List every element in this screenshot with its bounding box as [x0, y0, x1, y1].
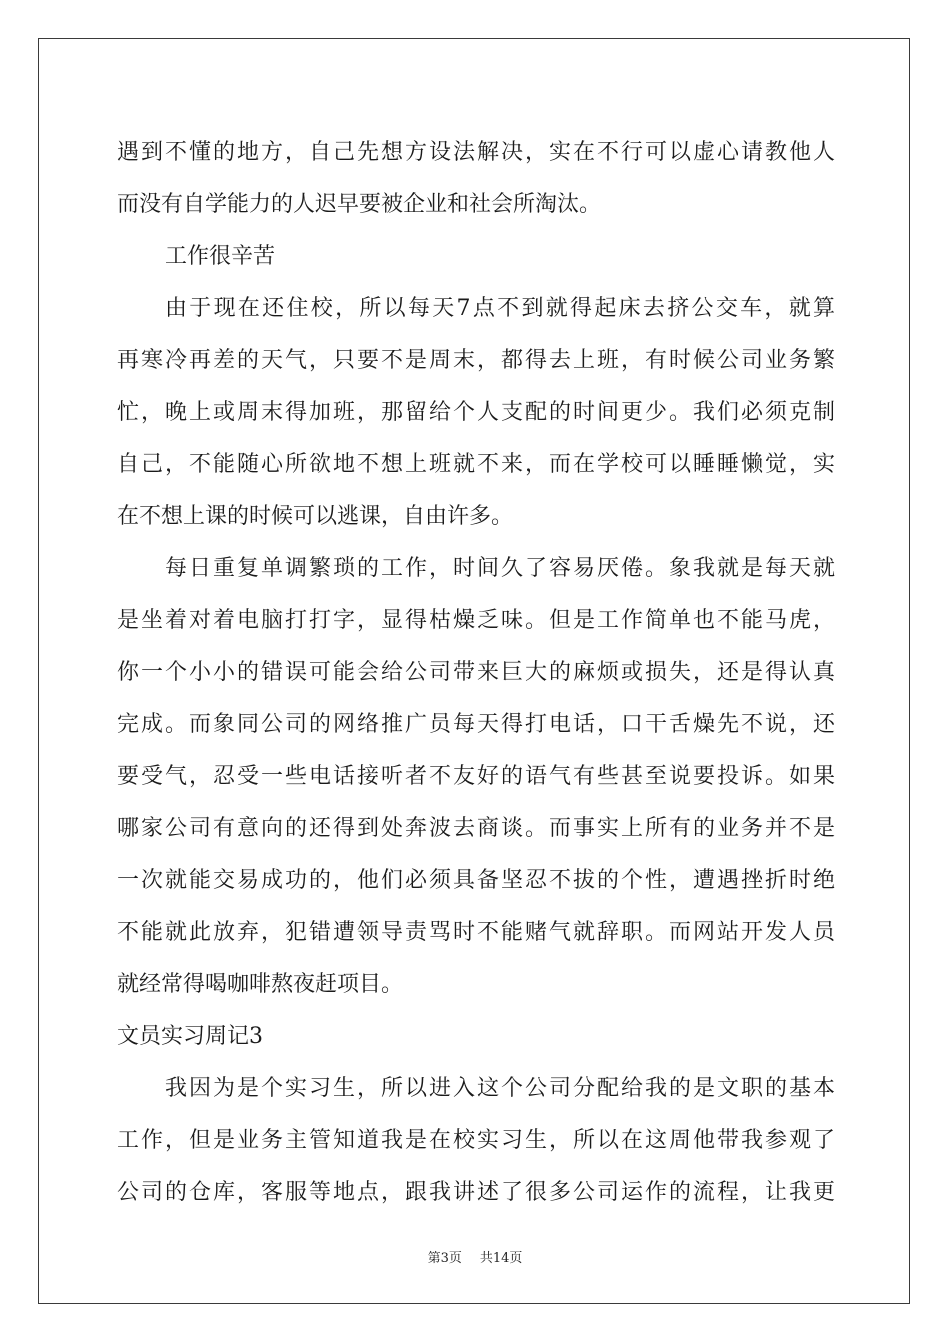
text-line: 工作，但是业务主管知道我是在校实习生，所以在这周他带我参观了 — [117, 1128, 835, 1153]
text-line: 哪家公司有意向的还得到处奔波去商谈。而事实上所有的业务并不是 — [117, 816, 835, 841]
text-line: 工作很辛苦 — [165, 244, 276, 269]
text-line: 自己，不能随心所欲地不想上班就不来，而在学校可以睡睡懒觉，实 — [117, 452, 835, 477]
text-line: 忙，晚上或周末得加班，那留给个人支配的时间更少。我们必须克制 — [117, 400, 835, 425]
text-line: 就经常得喝咖啡熬夜赶项目。 — [117, 972, 404, 997]
text-line: 每日重复单调繁琐的工作，时间久了容易厌倦。象我就是每天就 — [165, 556, 835, 581]
page-footer — [0, 1247, 950, 1266]
text-line: 而没有自学能力的人迟早要被企业和社会所淘汰。 — [117, 192, 602, 217]
text-line: 再寒冷再差的天气，只要不是周末，都得去上班，有时候公司业务繁 — [117, 348, 835, 373]
document-body — [117, 127, 835, 1219]
text-line: 遇到不懂的地方，自己先想方设法解决，实在不行可以虚心请教他人 — [117, 140, 835, 165]
text-line: 要受气，忍受一些电话接听者不友好的语气有些甚至说要投诉。如果 — [117, 764, 835, 789]
text-line: 我因为是个实习生，所以进入这个公司分配给我的是文职的基本 — [165, 1076, 835, 1101]
text-line: 文员实习周记3 — [117, 1024, 263, 1049]
text-line: 由于现在还住校，所以每天7点不到就得起床去挤公交车，就算 — [165, 296, 835, 321]
text-line: 在不想上课的时候可以逃课，自由许多。 — [117, 504, 514, 529]
text-line: 是坐着对着电脑打打字，显得枯燥乏味。但是工作简单也不能马虎， — [117, 608, 835, 633]
text-line: 公司的仓库，客服等地点，跟我讲述了很多公司运作的流程，让我更 — [117, 1180, 835, 1205]
text-line: 你一个小小的错误可能会给公司带来巨大的麻烦或损失，还是得认真 — [117, 660, 835, 685]
page-total: 共14页 — [479, 1251, 523, 1266]
page-number: 第3页 — [427, 1251, 462, 1266]
text-line: 完成。而象同公司的网络推广员每天得打电话，口干舌燥先不说，还 — [117, 712, 835, 737]
text-line: 不能就此放弃，犯错遭领导责骂时不能赌气就辞职。而网站开发人员 — [117, 920, 835, 945]
text-line: 一次就能交易成功的，他们必须具备坚忍不拔的个性，遭遇挫折时绝 — [117, 868, 835, 893]
